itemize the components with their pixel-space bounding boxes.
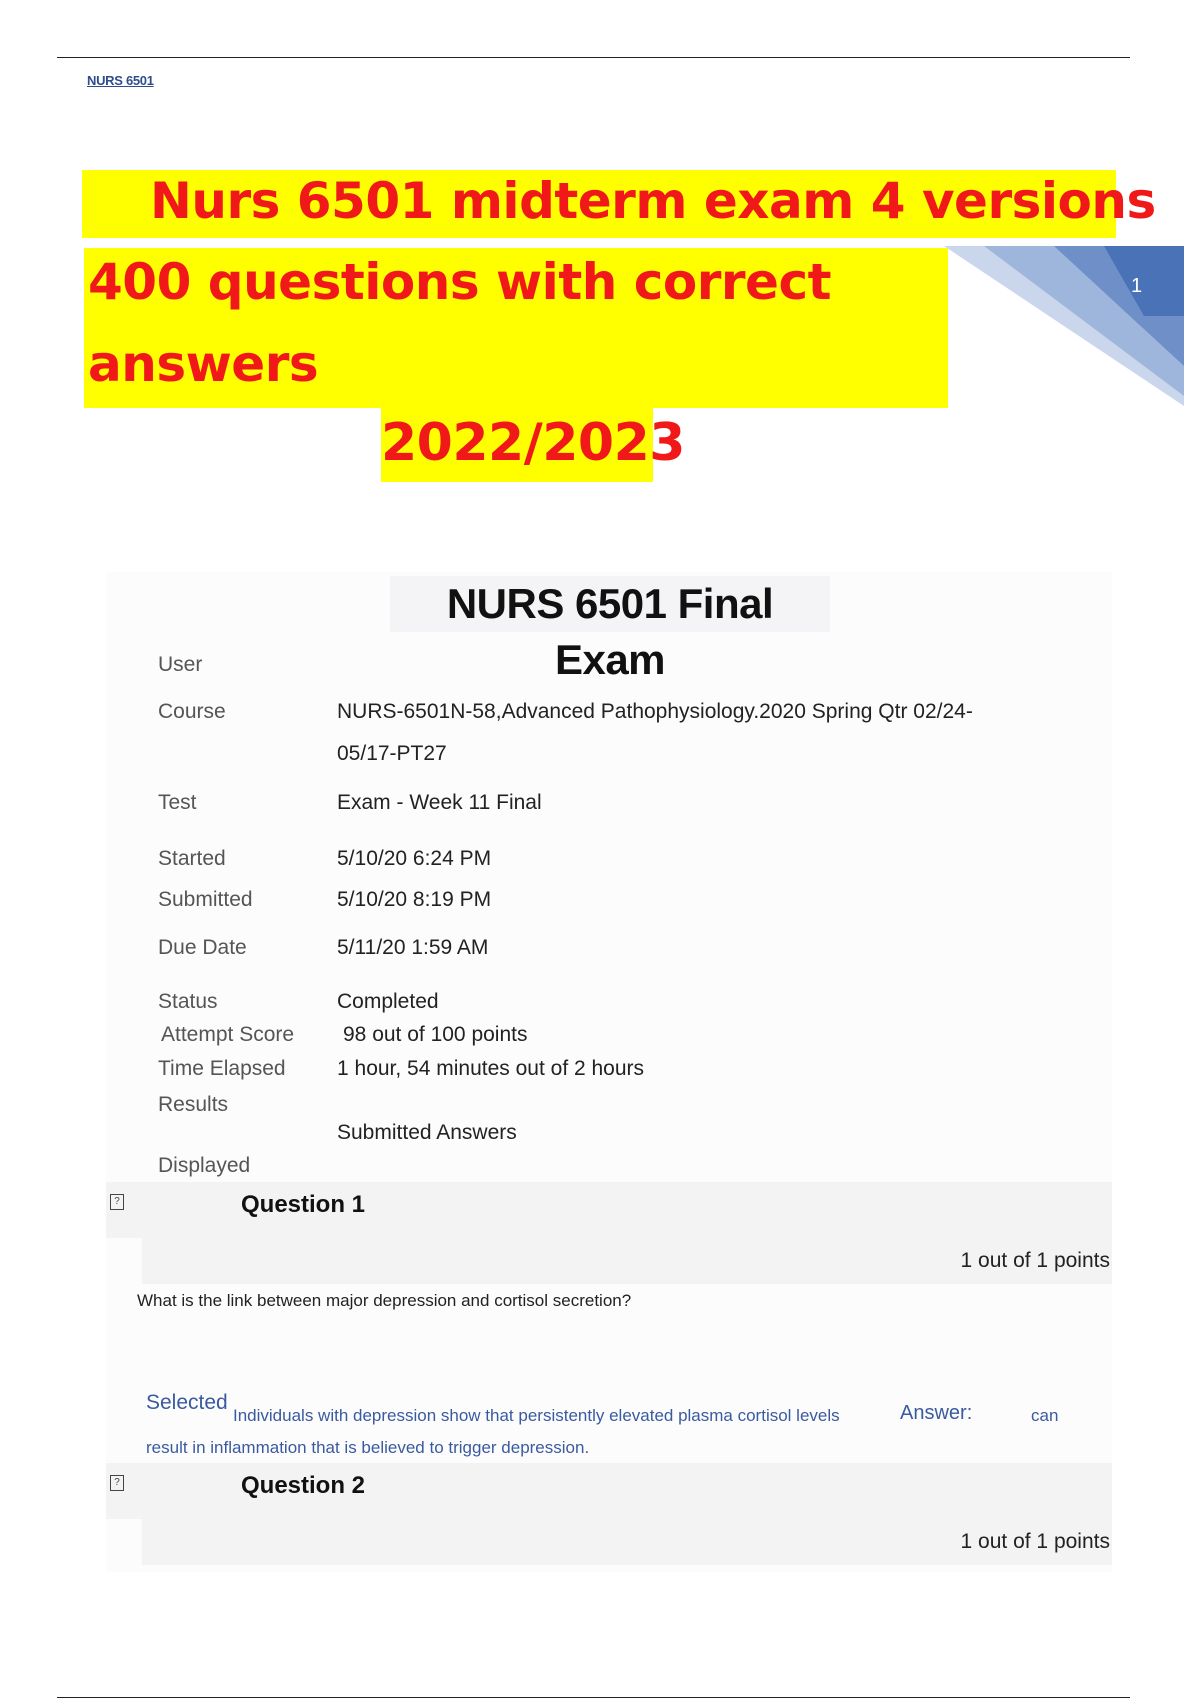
status-label: Status: [158, 990, 218, 1013]
question-1-points: 1 out of 1 points: [960, 1249, 1110, 1272]
question-2-title: Question 2: [241, 1472, 366, 1499]
course-value: NURS-6501N-58,Advanced Pathophysiology.2020 Spring Qtr 02/24-: [337, 700, 973, 723]
question-1-text: What is the link between major depression and cortisol secretion?: [137, 1291, 632, 1310]
test-label: Test: [158, 791, 197, 814]
header-rule: [57, 57, 1130, 58]
started-value: 5/10/20 6:24 PM: [337, 847, 492, 870]
banner-line-3: answers: [88, 335, 319, 393]
test-value: Exam - Week 11 Final: [337, 791, 542, 814]
question-1-answer-text-end: result in inflammation that is believed to trigger depression.: [146, 1438, 590, 1457]
banner-line-1: Nurs 6501 midterm exam 4 versions: [150, 172, 1156, 230]
submitted-value: 5/10/20 8:19 PM: [337, 888, 492, 911]
results-label: Results: [158, 1093, 229, 1116]
footer-rule: [57, 1697, 1130, 1698]
course-value-cont: 05/17-PT27: [337, 742, 447, 765]
time-elapsed-value: 1 hour, 54 minutes out of 2 hours: [337, 1057, 645, 1080]
question-1-answer-text-cont: can: [1031, 1406, 1059, 1425]
page-corner-decoration: [944, 246, 1184, 406]
attempt-score-value: 98 out of 100 points: [343, 1023, 528, 1046]
question-2-points: 1 out of 1 points: [960, 1530, 1110, 1553]
answer-label: Answer:: [900, 1402, 973, 1424]
banner-line-4: 2022/2023: [381, 413, 685, 473]
question-2-icon: ?: [110, 1475, 124, 1491]
exam-title: NURS 6501 Final Exam: [390, 576, 830, 632]
time-elapsed-label: Time Elapsed: [158, 1057, 286, 1080]
course-label: Course: [158, 700, 226, 723]
attempt-score-label: Attempt Score: [161, 1023, 295, 1046]
due-date-label: Due Date: [158, 936, 247, 959]
due-date-value: 5/11/20 1:59 AM: [337, 936, 489, 959]
question-1-answer-text: Individuals with depression show that persistently elevated plasma cortisol levels: [233, 1406, 840, 1425]
banner-line-2: 400 questions with correct: [88, 253, 831, 311]
course-header-link[interactable]: NURS 6501: [87, 73, 154, 88]
page-number: 1: [1131, 275, 1143, 297]
question-1-icon: ?: [110, 1194, 124, 1210]
started-label: Started: [158, 847, 226, 870]
question-1-title: Question 1: [241, 1191, 366, 1218]
status-value: Completed: [337, 990, 439, 1013]
displayed-label: Displayed: [158, 1154, 251, 1177]
submitted-label: Submitted: [158, 888, 253, 911]
user-label: User: [158, 653, 203, 676]
results-value: Submitted Answers: [337, 1121, 517, 1144]
selected-answer-label: Selected: [146, 1391, 228, 1414]
